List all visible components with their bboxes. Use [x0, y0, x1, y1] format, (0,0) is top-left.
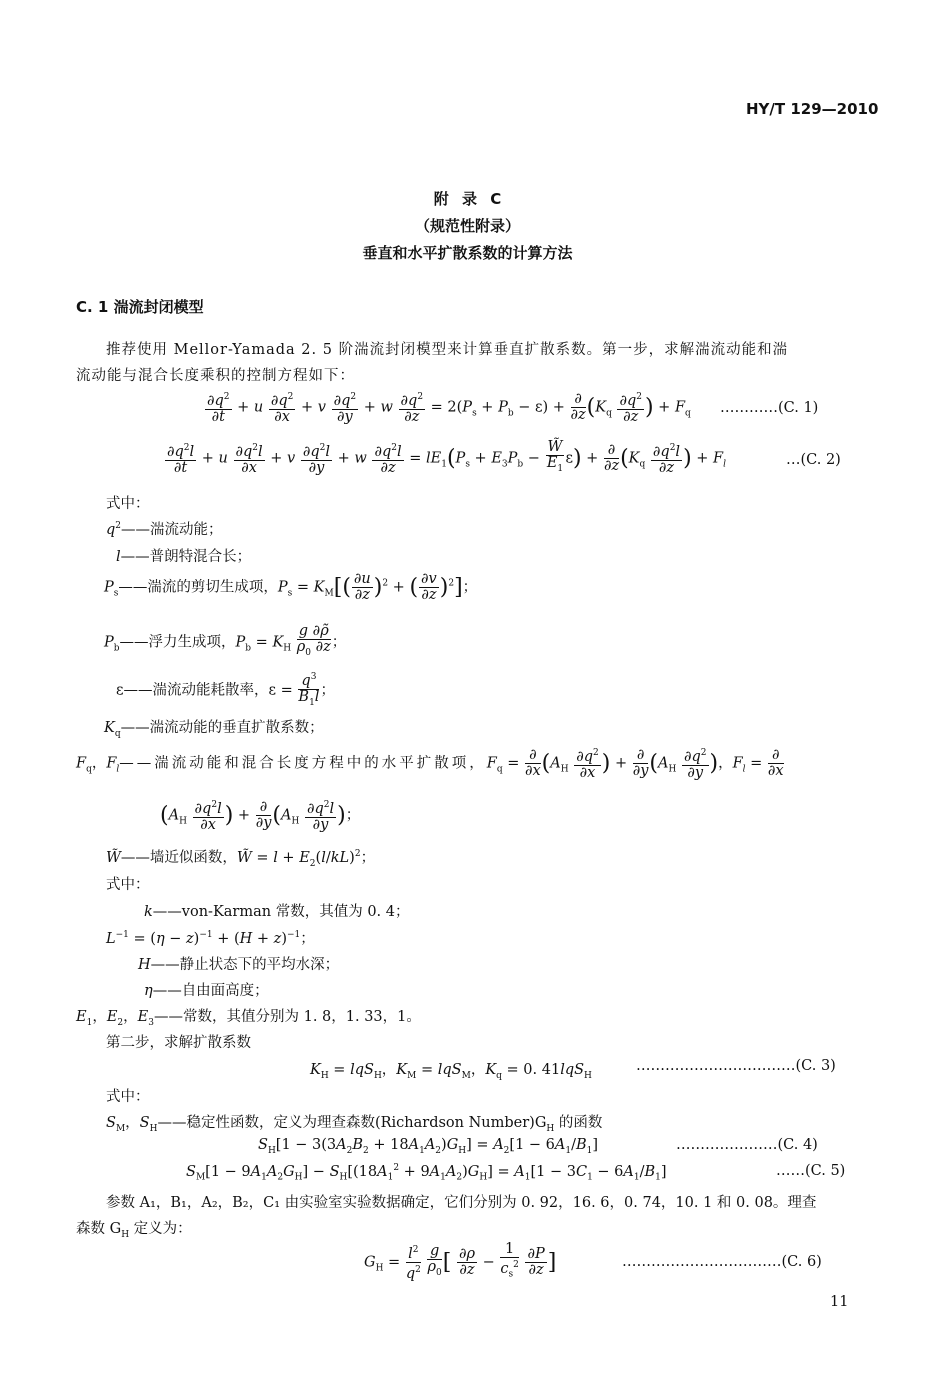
equation-c1: $\frac{\partial q^2}{\partial t}$ + u $\frac{\partial q^2}{\partial x}$ + v $\frac{\partial q^2}{\partial y}$ + w $\frac{\partial q^2}{\partial z}$ = $2(P_s + P_b - \varepsilon)$ + $\frac{\partial}{\partial z}$ ($K_q$ $\frac{\partial q^2}{\partial z}$ ) + $F_q$: [207, 390, 691, 425]
def-fq: $F_q$，$F_l——$湍流动能和混合长度方程中的水平扩散项，$F_q$ = $\frac{\partial}{\partial x}$ ($A_H$ $\frac{\partial q^2}{\partial x}$ ) + $\frac{\partial}{\partial y}$ ($A_H$ $\frac{\partial q^2}{\partial y}$ )，$F_l$ = $\frac{\partial}{\partial x}$: [76, 746, 784, 781]
equation-c6-number: ……………………………(C. 6): [622, 1254, 822, 1270]
equation-c2-number: …(C. 2): [786, 452, 841, 468]
equation-c6: $G_H$ = $\frac{l^2}{q^2}$ $\frac{g}{\rho_0}$ [ $\frac{\partial\rho}{\partial z}$ − $\frac{1}{c_s^2}$ $\frac{\partial P}{\partial z}$ ]: [364, 1241, 557, 1282]
def-sm-sh: $S_M$，$S_H——$稳定性函数，定义为理查森数(Richardson $Number)G_H$ 的函数: [106, 1115, 603, 1134]
def-q2: $q^2——$湍流动能；: [106, 521, 223, 538]
def-ps: $P_s——$湍流的剪切生成项，$P_s = K_M$[( $\frac{\partial u}{\partial z}$ )$^2$ + ( $\frac{\partial v}{\partial z}$ )$^2$]；: [104, 571, 478, 603]
def-epsilon: ε——湍流动能耗散率，ε = $\frac{q^3}{B_1l}$ ；: [116, 672, 335, 708]
def-l: l——普朗特混合长；: [116, 549, 252, 565]
equation-c3-number: ……………………………(C. 3): [636, 1058, 836, 1074]
def-H: H——静止状态下的平均水深；: [138, 957, 340, 973]
appendix-nature: （规范性附录）: [414, 217, 520, 235]
where-inner-label: 式中：: [106, 877, 150, 893]
standard-code: HY/T 129—2010: [746, 100, 879, 118]
where-label: 式中：: [106, 496, 150, 512]
eq-number-c3: (C. 3): [795, 1058, 836, 1074]
parameters-paragraph-cont: 森数 $G_H$ 定义为：: [76, 1221, 192, 1240]
def-eta: η——自由面高度；: [144, 983, 269, 999]
equation-c4: $S_H[1 - 3(3A_2B_2 + 18A_1A_2)G_H] = A_2[1 - 6A_1/B_1]$: [258, 1137, 599, 1156]
intro-paragraph-cont: 流动能与混合长度乘积的控制方程如下：: [76, 368, 355, 384]
equation-c2: $\frac{\partial q^2l}{\partial t}$ + u $\frac{\partial q^2l}{\partial x}$ + v $\frac{\partial q^2l}{\partial y}$ + w $\frac{\partial q^2l}{\partial z}$ = $lE_1(P_s + E_3P_b$ − $\frac{W̃}{E_1}$ ε) + $\frac{\partial}{\partial z}$ ($K_q$ $\frac{\partial q^2l}{\partial z}$ ) + $F_l$: [167, 439, 726, 476]
def-k: k——von-Karman 常数，其值为 0. 4；: [144, 904, 410, 920]
appendix-name: 垂直和水平扩散系数的计算方法: [362, 244, 573, 262]
section-heading: C. 1 湍流封闭模型: [76, 298, 204, 316]
where-label-2: 式中：: [106, 1089, 150, 1105]
def-w: W̃——墙近似函数，W̃ = $l + E_2(l/kL)^2$；: [106, 849, 376, 869]
equation-c5: $S_M[1 - 9A_1A_2G_H] - S_H[(18A_1^2 + 9A_1A_2)G_H] = A_1[1 - 3C_1 - 6A_1/B_1]$: [186, 1163, 667, 1183]
def-kq: $K_q——$湍流动能的垂直扩散系数；: [104, 720, 324, 739]
equation-c3: $K_H = lqS_H$，$K_M = lqS_M$，$K_q = 0$. 41lqS$_H$: [310, 1062, 592, 1081]
def-L: $L^{-1} = (\eta - z)^{-1} + (H + z)^{-1}$；: [106, 930, 315, 947]
parameters-paragraph: 参数 A₁，B₁，A₂，B₂，C₁ 由实验室实验数据确定，它们分别为 0. 92，16. 6，0. 74，10. 1 和 0. 08。理查: [106, 1195, 817, 1211]
appendix-title: 附 录 C: [433, 190, 502, 208]
intro-paragraph: 推荐使用 Mellor-Yamada 2. 5 阶湍流封闭模型来计算垂直扩散系数。第一步，求解湍流动能和湍: [106, 342, 789, 358]
eq-number-c6: (C. 6): [781, 1254, 822, 1270]
equation-c4-number: …………………(C. 4): [676, 1137, 818, 1153]
eq-number-c4: (C. 4): [777, 1137, 818, 1153]
def-fl-cont: ($A_H$ $\frac{\partial q^2l}{\partial x}$ ) + $\frac{\partial}{\partial y}$ ($A_H$ $\frac{\partial q^2l}{\partial y}$ )；: [160, 798, 361, 833]
equation-c1-number: …………(C. 1): [720, 400, 819, 416]
def-e123: $E_1$，$E_2$，$E_3——$常数，其值分别为 1. 8，1. 33，1。: [76, 1009, 421, 1028]
eq-number-c1: (C. 1): [778, 400, 819, 416]
step-two: 第二步，求解扩散系数: [106, 1035, 251, 1051]
def-pb: $P_b——$浮力生成项，$P_b = K_H$ $\frac{g \partial\rhõ}{\rho_0 \partial z}$ ；: [104, 623, 347, 658]
equation-c5-number: ……(C. 5): [776, 1163, 846, 1179]
page-number: 11: [830, 1294, 849, 1310]
eq-number-c5: (C. 5): [805, 1163, 846, 1179]
eq-number-c2: (C. 2): [800, 452, 841, 468]
